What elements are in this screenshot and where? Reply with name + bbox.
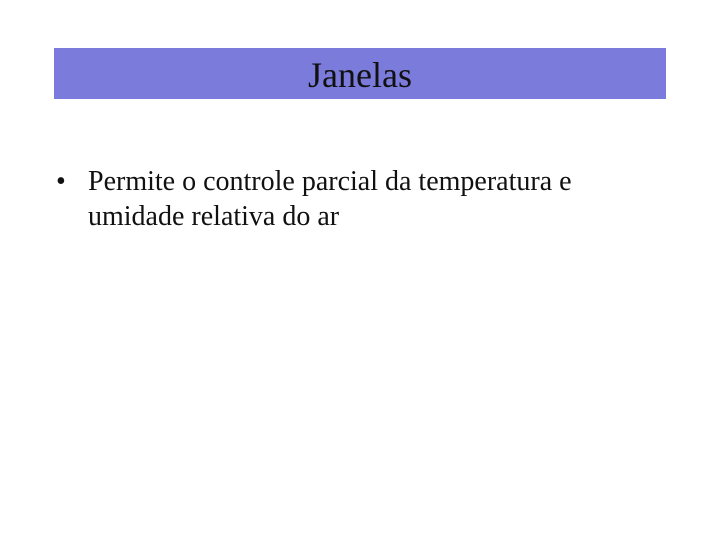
slide-title: Janelas — [308, 54, 412, 95]
title-bar — [54, 48, 666, 99]
bullet-text: Permite o controle parcial da temperatura e umidade relativa do ar — [88, 166, 572, 232]
bullet-icon: • — [56, 166, 66, 197]
bullet-list — [56, 164, 656, 234]
bullet-item — [56, 164, 656, 234]
